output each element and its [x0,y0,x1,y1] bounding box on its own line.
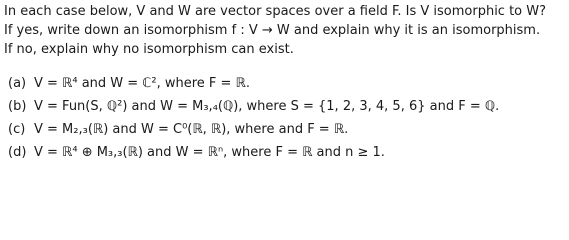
part-a-text: V = ℝ⁴ and W = ℂ², where F = ℝ. [34,76,250,91]
intro-line-2: If yes, write down an isomorphism f : V → W and explain why it is an isomorphism. [4,23,541,38]
part-b-text: V = Fun(S, ℚ²) and W = M₃,₄(ℚ), where S = {1, 2, 3, 4, 5, 6} and F = ℚ. [34,99,500,114]
part-c-text: V = M₂,₃(ℝ) and W = C⁰(ℝ, ℝ), where and F = ℝ. [34,122,349,137]
problem-statement [4,2,566,164]
part-a-label: (a) [8,76,27,91]
part-b-label: (b) [8,99,27,114]
part-a [4,72,566,95]
intro-line-1: In each case below, V and W are vector spaces over a field F. Is V isomorphic to W? [4,4,547,19]
part-d-text: V = ℝ⁴ ⊕ M₃,₃(ℝ) and W = ℝⁿ, where F = ℝ and n ≥ 1. [34,145,385,160]
problem-intro [4,2,566,59]
part-d [4,141,566,164]
part-c-label: (c) [8,122,26,137]
intro-line-3: If no, explain why no isomorphism can exist. [4,42,294,57]
part-c [4,118,566,141]
part-d-label: (d) [8,145,27,160]
problem-parts-list [4,72,566,164]
part-b [4,95,566,118]
